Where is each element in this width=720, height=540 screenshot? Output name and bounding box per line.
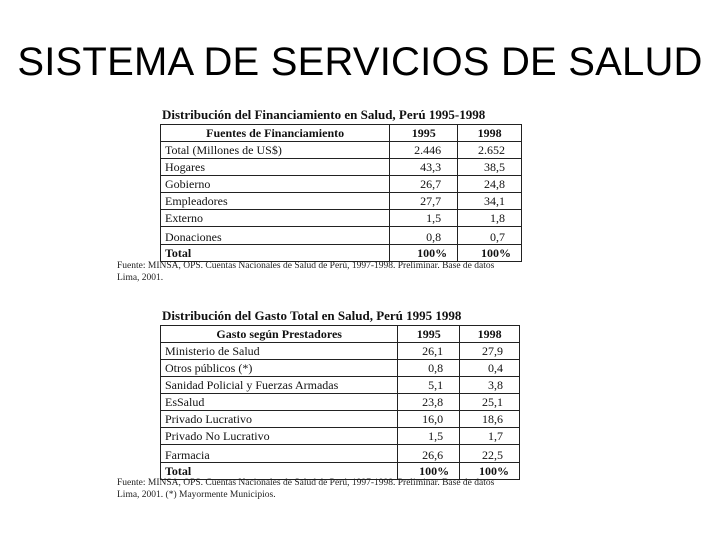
table-row [161, 176, 522, 193]
cell-1998: 24,8 [458, 176, 522, 193]
slide-title: SISTEMA DE SERVICIOS DE SALUD [17, 40, 703, 84]
row-label: EsSalud [161, 394, 398, 411]
cell-1998: 1,7 [460, 428, 520, 445]
expenditure-source-note [117, 477, 494, 501]
cell-1998: 25,1 [460, 394, 520, 411]
cell-1998: 0,7 [458, 227, 522, 245]
table-row [161, 411, 520, 428]
table-row [161, 210, 522, 227]
table-row [161, 227, 522, 245]
column-header: Fuentes de Financiamiento [161, 125, 390, 142]
table-row [161, 142, 522, 159]
row-label: Gobierno [161, 176, 390, 193]
cell-1995: 5,1 [398, 377, 460, 394]
cell-1995: 23,8 [398, 394, 460, 411]
cell-1998: 38,5 [458, 159, 522, 176]
cell-1998: 22,5 [460, 445, 520, 463]
cell-1995: 26,7 [390, 176, 458, 193]
cell-1995: 26,6 [398, 445, 460, 463]
row-label: Donaciones [161, 227, 390, 245]
row-label: Ministerio de Salud [161, 343, 398, 360]
total-1995: 100% [390, 245, 458, 262]
total-1998: 100% [460, 463, 520, 480]
column-header: 1995 [398, 326, 460, 343]
cell-1995: 1,5 [398, 428, 460, 445]
cell-1998: 27,9 [460, 343, 520, 360]
cell-1995: 26,1 [398, 343, 460, 360]
table-header-row [161, 326, 520, 343]
cell-1998: 0,4 [460, 360, 520, 377]
source-line: Lima, 2001. (*) Mayormente Municipios. [117, 490, 276, 500]
column-header: 1995 [390, 125, 458, 142]
cell-1995: 0,8 [398, 360, 460, 377]
column-header: Gasto según Prestadores [161, 326, 398, 343]
total-label: Total [161, 245, 390, 262]
expenditure-table [160, 325, 520, 480]
row-label: Farmacia [161, 445, 398, 463]
expenditure-table-caption: Distribución del Gasto Total en Salud, Perú 1995 1998 [162, 308, 462, 323]
table-total-row [161, 245, 522, 262]
cell-1995: 2.446 [390, 142, 458, 159]
table-row [161, 193, 522, 210]
table-row [161, 428, 520, 445]
cell-1998: 18,6 [460, 411, 520, 428]
financing-table-caption: Distribución del Financiamiento en Salud, Perú 1995-1998 [162, 107, 486, 122]
financing-source-note [117, 260, 494, 284]
table-row [161, 394, 520, 411]
table-header-row [161, 125, 522, 142]
row-label: Externo [161, 210, 390, 227]
cell-1998: 2.652 [458, 142, 522, 159]
row-label: Hogares [161, 159, 390, 176]
source-line: Lima, 2001. [117, 273, 164, 283]
expenditure-table-block [160, 308, 520, 480]
table-row [161, 343, 520, 360]
table-row [161, 360, 520, 377]
row-label: Otros públicos (*) [161, 360, 398, 377]
cell-1998: 3,8 [460, 377, 520, 394]
cell-1995: 0,8 [390, 227, 458, 245]
row-label: Empleadores [161, 193, 390, 210]
financing-table [160, 124, 522, 262]
table-row [161, 159, 522, 176]
total-label: Total [161, 463, 398, 480]
column-header: 1998 [460, 326, 520, 343]
total-1995: 100% [398, 463, 460, 480]
column-header: 1998 [458, 125, 522, 142]
row-label: Privado Lucrativo [161, 411, 398, 428]
cell-1995: 1,5 [390, 210, 458, 227]
total-1998: 100% [458, 245, 522, 262]
cell-1998: 34,1 [458, 193, 522, 210]
cell-1995: 43,3 [390, 159, 458, 176]
row-label: Sanidad Policial y Fuerzas Armadas [161, 377, 398, 394]
row-label: Privado No Lucrativo [161, 428, 398, 445]
cell-1998: 1,8 [458, 210, 522, 227]
cell-1995: 16,0 [398, 411, 460, 428]
row-label: Total (Millones de US$) [161, 142, 390, 159]
cell-1995: 27,7 [390, 193, 458, 210]
source-line: Fuente: MINSA, OPS. Cuentas Nacionales de Salud de Perú, 1997-1998. Preliminar. Base de datos [117, 478, 495, 488]
table-row [161, 377, 520, 394]
table-row [161, 445, 520, 463]
financing-table-block [160, 107, 522, 262]
source-line: Fuente: MINSA, OPS. Cuentas Nacionales de Salud de Perú, 1997-1998. Preliminar. Base de datos [117, 261, 495, 271]
